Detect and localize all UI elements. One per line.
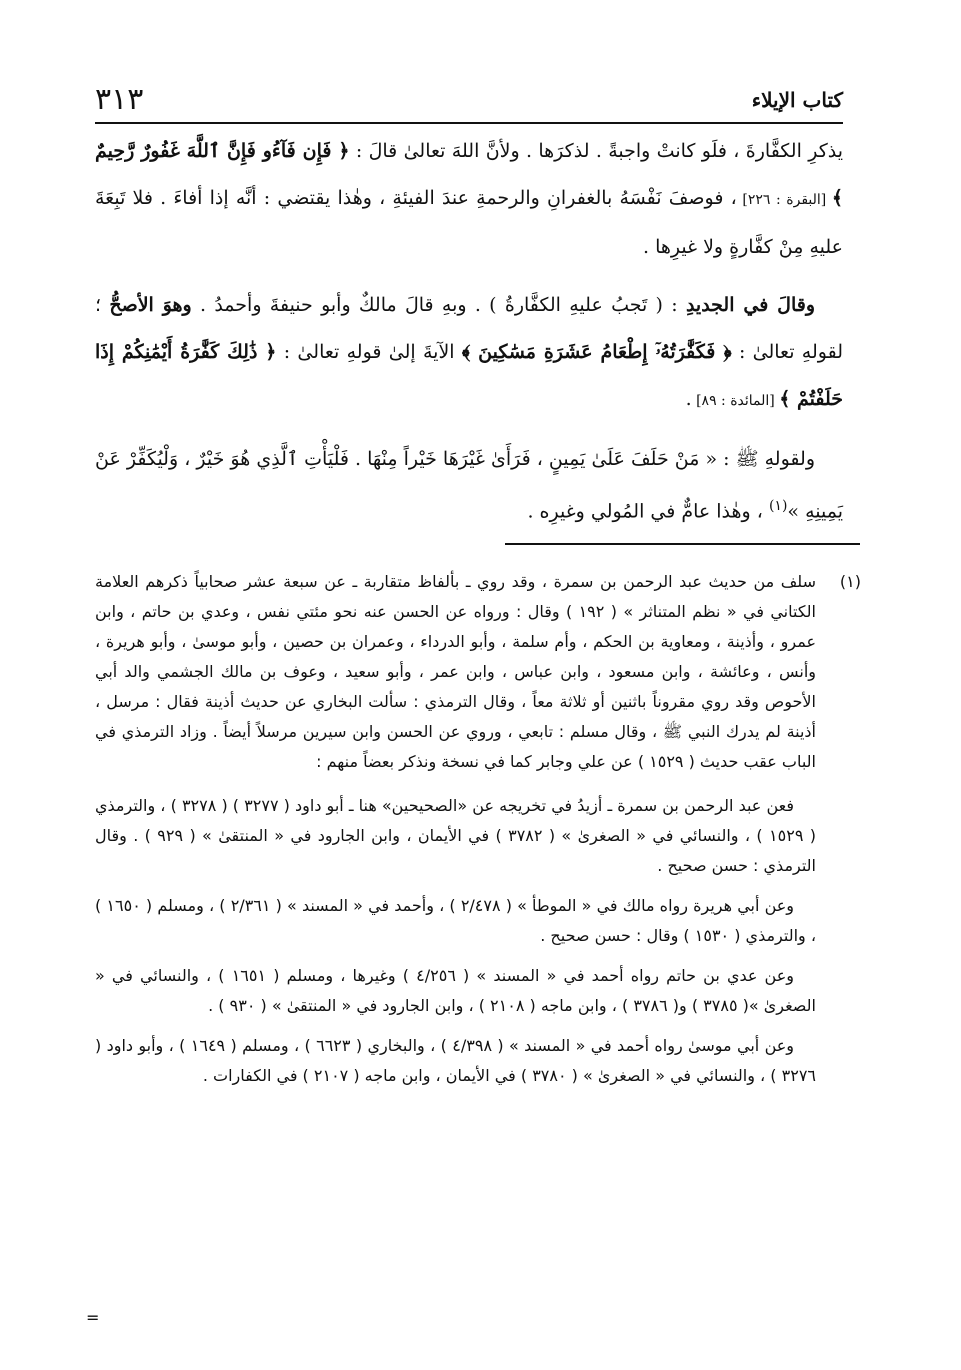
footnote-separator bbox=[505, 543, 860, 545]
footnote-number: (١) bbox=[839, 572, 861, 591]
header-rule bbox=[95, 122, 843, 124]
p2-heading-preferred: وهوَ الأصحُّ bbox=[109, 294, 192, 316]
quran-verse-2: ﴿ فَكَفَّٰرَتُهُۥٓ إِطْعَامُ عَشَرَةِ مَسَٰكِينَ ﴾ bbox=[461, 341, 732, 363]
main-text bbox=[95, 128, 843, 546]
page-header bbox=[95, 80, 843, 120]
footnote-paragraph-1: سلف من حديث عبد الرحمن بن سمرة ، وقد روي ـ بألفاظ متقاربة ـ عن سبعة عشر صحابياً ذكرهم العلامة الكتاني في « نظم المتناثر » ( ١٩٢ ) وقال : ورواه عن الحسن عنه نحو مئتي نفس ، وعدي بن حاتم ، وابن عمرو ، وأذينة ، ومعاوية بن الحكم ، وأم سلمة ، وأبو الدرداء ، وعمران بن حصين ، وأبو موسىٰ ، وأبو هريرة ، وأنس ، وعائشة ، وابن مسعود ، وابن عباس ، وابن عمر ، وأبو سعيد ، وعوف بن مالك الجشمي والد أبي الأحوص وقد روي مقروناً باثنين أو ثلاثة معاً ، وقال الترمذي : سألت البخاري عن حديث أذينة فقال : مرسل ، أذينة لم يدرك النبي ﷺ ، وقال مسلم : تابعي ، وروي عن الحسن وابن سيرين مرسلاً أيضاً . وزاد الترمذي في الباب عقب حديث ( ١٥٢٩ ) عن علي وجابر كما في نسخة ونذكر بعضاً منهم : bbox=[95, 572, 816, 771]
p2-text-3: الآيةَ إلىٰ قولهِ تعالىٰ : bbox=[276, 341, 462, 363]
p3-hadith: ولقولهِ ﷺ : « مَنْ حَلَفَ عَلَىٰ يَمِينٍ ، فَرَأَىٰ غَيْرَهَا خَيْراً مِنْهَا . فَلْيَأْتِ ٱلَّذِي هُوَ خَيْرٌ ، وَلْيُكَفِّرْ عَنْ يَمِينِهِ » bbox=[95, 448, 843, 523]
quran-verse-1: ﴿ فَإِن فَآءُو فَإِنَّ ٱللَّهَ غَفُورٌ رَّحِيمٌ ﴾ bbox=[95, 140, 843, 209]
p2-text-2: ؛ لقولهِ تعالىٰ : bbox=[95, 294, 843, 363]
footnote-paragraph-4: وعن عدي بن حاتم رواه أحمد في « المسند » ( ٤/٢٥٦ ) وغيرها ، ومسلم ( ١٦٥١ ) ، والنسائي في « الصغرىٰ »( ٣٧٨٥ ) و( ٣٧٨٦ ) ، وابن ماجه ( ٢١٠٨ ) ، وابن الجارود في « المنتقىٰ » ( ٩٣٠ ) . bbox=[95, 966, 816, 1015]
page-number: ٣١٣ bbox=[95, 82, 144, 117]
p2-text-1: : ( تَجبُ عليهِ الكفَّارةُ ) . وبهِ قالَ مالكٌ وأبو حنيفةَ وأحمدُ . bbox=[200, 294, 686, 316]
footnote-paragraph-3: وعن أبي هريرة رواه مالك في « الموطأ » ( ٢/٤٧٨ ) ، وأحمد في « المسند » ( ٢/٣٦١ ) ، ومسلم ( ١٦٥٠ ) ، والترمذي ( ١٥٣٠ ) وقال : حسن صحيح . bbox=[95, 896, 816, 945]
paragraph-3 bbox=[95, 436, 843, 535]
p2-text-4: . bbox=[685, 388, 692, 410]
p1-text-2: ، فوصفَ نَفْسَهُ بالغفرانِ والرحمةِ عندَ الفيئةِ ، وهٰذا يقتضي : أنَّه إذا أفاءَ . فلا تَبِعَةَ عليهِ مِنْ كفَّارةٍ ولا غيرِها . bbox=[95, 187, 843, 258]
footnote-body bbox=[95, 567, 816, 1091]
verse-reference-2: [المائدة : ٨٩] bbox=[691, 393, 780, 409]
footnote-marker: (١) bbox=[768, 498, 788, 514]
running-title: كتاب الإيلاء bbox=[751, 88, 843, 112]
paragraph-2 bbox=[95, 282, 843, 425]
paragraph-1 bbox=[95, 128, 843, 271]
p3-text-2: ، وهٰذا عامٌّ في المُولي وغيرِه . bbox=[527, 500, 769, 523]
footnote-paragraph-2: فعن عبد الرحمن بن سمرة ـ أزيدُ في تخريجه عن «الصحيحين» هنا ـ أبو داود ( ٣٢٧٧ ) ( ٣٢٧٨ ) ، والترمذي ( ١٥٢٩ ) ، والنسائي في « الصغرىٰ » ( ٣٧٨٢ ) في الأيمان ، وابن الجارود في « المنتقىٰ » ( ٩٢٩ ) . وقال الترمذي : حسن صحيح . bbox=[95, 796, 817, 875]
footnote-paragraph-5: وعن أبي موسىٰ رواه أحمد في « المسند » ( ٤/٣٩٨ ) ، والبخاري ( ٦٦٢٣ ) ، ومسلم ( ١٦٤٩ ) ، وأبو داود ( ٣٢٧٦ ) ، والنسائي في « الصغرىٰ » ( ٣٧٨٠ ) في الأيمان ، وابن ماجه ( ٢١٠٧ ) في الكفارات . bbox=[95, 1036, 816, 1085]
p1-text-1: يذكرِ الكفَّارةَ ، فلَو كانتْ واجبةً . لذكرَها . ولأنَّ اللهَ تعالىٰ قالَ : bbox=[349, 140, 843, 162]
continuation-mark: = bbox=[86, 1308, 100, 1327]
p2-heading-new-opinion: وقالَ في الجديدِ bbox=[685, 294, 815, 316]
footnotes bbox=[95, 567, 861, 1101]
verse-reference-1: [البقرة : ٢٢٦] bbox=[736, 192, 832, 208]
quran-verse-3: ﴿ ذَٰلِكَ كَفَّٰرَةُ أَيْمَٰنِكُمْ إِذَا حَلَفْتُمْ ﴾ bbox=[95, 341, 843, 410]
